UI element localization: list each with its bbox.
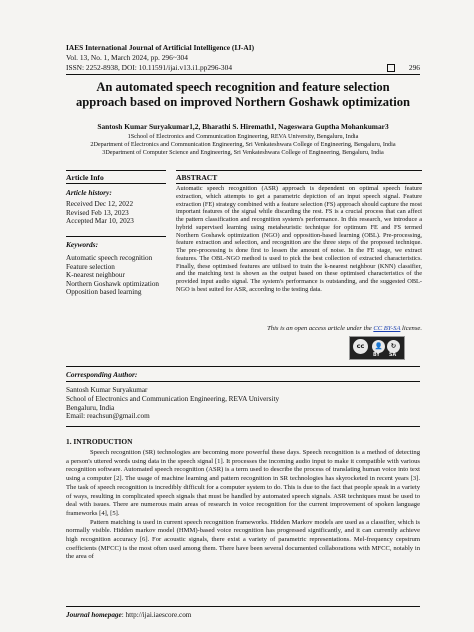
keyword: Feature selection bbox=[66, 262, 115, 271]
history-heading: Article history: bbox=[66, 188, 112, 197]
keyword: Opposition based learning bbox=[66, 288, 142, 297]
open-access-note bbox=[176, 325, 422, 332]
homepage-url[interactable]: : http://ijai.iaescore.com bbox=[121, 611, 192, 619]
open-access-suffix: license. bbox=[400, 325, 422, 332]
abstract-heading: ABSTRACT bbox=[176, 173, 218, 182]
keyword-list bbox=[66, 254, 159, 297]
footer-rule bbox=[66, 606, 420, 607]
cc-license-badge[interactable] bbox=[349, 336, 405, 360]
cc-icon: cc bbox=[353, 339, 368, 354]
page-number: 296 bbox=[408, 63, 420, 72]
history-line: Accepted Mar 10, 2023 bbox=[66, 217, 134, 226]
square-icon bbox=[387, 64, 395, 72]
corresponding-rule-bottom bbox=[66, 426, 420, 427]
license-link[interactable]: CC BY-SA bbox=[373, 325, 401, 332]
affiliations bbox=[60, 133, 426, 157]
abstract-text: Automatic speech recognition (ASR) approach is dependent on optimal speech feature extraction, which attempts to get a parametric depiction of an input speech signal. Feature extraction (FE) strategy combined with a feature selection (FS) approach should capture the most important features of the signal while discarding the rest. FS is a crucial process that can affect the pattern classification and recognition system's performance. In this research, we introduce a hybrid supervised learning using metaheuristic technique for optimum FE and FS termed Northern Goshawk optimization (NGO) and opposition-based learning (OBL). Pre-processing, feature extraction and selection, and recognition are the three steps of the proposed technique. The pre-processing is done first to lessen the amount of noise. In the FE stage, we extract features. The OBL-NGO method is used to pick the best collection of extracted characteristics. Finally, these optimised features are utilised to train the k-nearest neighbour (KNN) classifier, and the matching text is shown as the output based on these optimised characteristics of the provided input audio signal. The system's performance is outstanding, and the suggested OBL-NGO is best suited for ASR, according to the testing data. bbox=[176, 185, 422, 293]
affiliation: 3Department of Computer Science and Engineering, Sri Venkateshwara College of Engineering, Bengaluru, India bbox=[102, 149, 384, 156]
keywords-heading: Keywords: bbox=[66, 240, 99, 249]
paper-title bbox=[60, 80, 426, 110]
corresponding-school: School of Electronics and Communication Engineering, REVA University bbox=[66, 394, 280, 403]
keyword: Northern Goshawk optimization bbox=[66, 279, 160, 288]
corresponding-heading: Corresponding Author: bbox=[66, 370, 138, 379]
affiliation: 1School of Electronics and Communication Engineering, REVA University, Bengaluru, India bbox=[127, 133, 359, 140]
introduction-paragraph: Speech recognition (SR) technologies are becoming more powerful these days. Speech recognition is a method of detecting a person's uttered words using data in the speech signal [1]. It processes the incoming audio input to make it compatible with various recognition software. Automated speech recognition (ASR) is a term used to describe the process of translating human voice into text using a computer [2]. The usage of machine learning and pattern recognition in SR technologies has skyrocketed in recent years [3]. The task of speech recognition is incredibly difficult for a computer system to do. This is due to the fact that people speak in a variety of ways, resulting in complicated speech signals that must be handled by automated speech signals. ASR techniques must be used to deal with issues. There are numerous main areas of research in voice recognition for the current improvement of spoken language frameworks [4], [5]. bbox=[66, 449, 420, 517]
header-rule bbox=[66, 74, 420, 75]
title-line: An automated speech recognition and feature selection bbox=[96, 80, 390, 94]
abstract-rule bbox=[176, 183, 422, 184]
corresponding-rule bbox=[66, 381, 420, 382]
by-label: BY bbox=[373, 353, 380, 358]
share-alike-icon: ↻ bbox=[387, 340, 400, 353]
corresponding-rule-top bbox=[66, 366, 420, 367]
volume-info: Vol. 13, No. 1, March 2024, pp. 296~304 bbox=[66, 53, 188, 62]
info-rule bbox=[66, 183, 166, 184]
title-line: approach based on improved Northern Goshawk optimization bbox=[75, 95, 410, 109]
issn-doi: ISSN: 2252-8938, DOI: 10.11591/ijai.v13.i1.pp296-304 bbox=[66, 63, 233, 72]
journal-footer bbox=[66, 611, 191, 619]
keyword: Automatic speech recognition bbox=[66, 254, 153, 262]
corresponding-name: Santosh Kumar Suryakumar bbox=[66, 386, 148, 394]
article-history bbox=[66, 200, 134, 226]
sa-label: SA bbox=[389, 353, 397, 358]
introduction-body bbox=[66, 449, 420, 562]
keywords-rule bbox=[66, 236, 166, 237]
info-rule-top bbox=[66, 170, 166, 171]
article-info-heading: Article Info bbox=[66, 173, 104, 182]
introduction-paragraph: Pattern matching is used in current speech recognition frameworks. Hidden Markov models are used as a classifier, which is normally visible. Hidden markov model (HMM)-based voice recognition has progressed significantly, and it can currently achieve high recognition accuracy [6]. For acoustic signals, there exist a variety of parametric representations. Mel-frequency cepstrum coefficients (MFCC) is the most often used among them. There have been several documented collaborations with MFCC, notably in the area of bbox=[66, 518, 420, 561]
history-line: Received Dec 12, 2022 bbox=[66, 200, 134, 208]
abstract-rule-top bbox=[176, 170, 422, 171]
homepage-label: Journal homepage bbox=[66, 611, 122, 619]
keyword: K-nearest neighbour bbox=[66, 271, 125, 280]
corresponding-email: Email: reachsun@gmail.com bbox=[66, 412, 150, 421]
history-line: Revised Feb 13, 2023 bbox=[66, 208, 129, 217]
introduction-heading: 1. INTRODUCTION bbox=[66, 437, 133, 446]
corresponding-city: Bengaluru, India bbox=[66, 403, 115, 412]
journal-header bbox=[66, 43, 420, 73]
journal-name: IAES International Journal of Artificial Intelligence (IJ-AI) bbox=[66, 43, 255, 52]
affiliation: 2Department of Electronics and Communication Engineering, Sri Venkateshwara College of Engineering, Bengaluru, India bbox=[90, 141, 396, 148]
open-access-prefix: This is an open access article under the bbox=[267, 325, 374, 332]
corresponding-details bbox=[66, 386, 279, 421]
author-list: Santosh Kumar Suryakumar1,2, Bharathi S. Hiremath1, Nageswara Guptha Mohankumar3 bbox=[97, 122, 389, 131]
attribution-icon: 👤 bbox=[372, 340, 385, 353]
